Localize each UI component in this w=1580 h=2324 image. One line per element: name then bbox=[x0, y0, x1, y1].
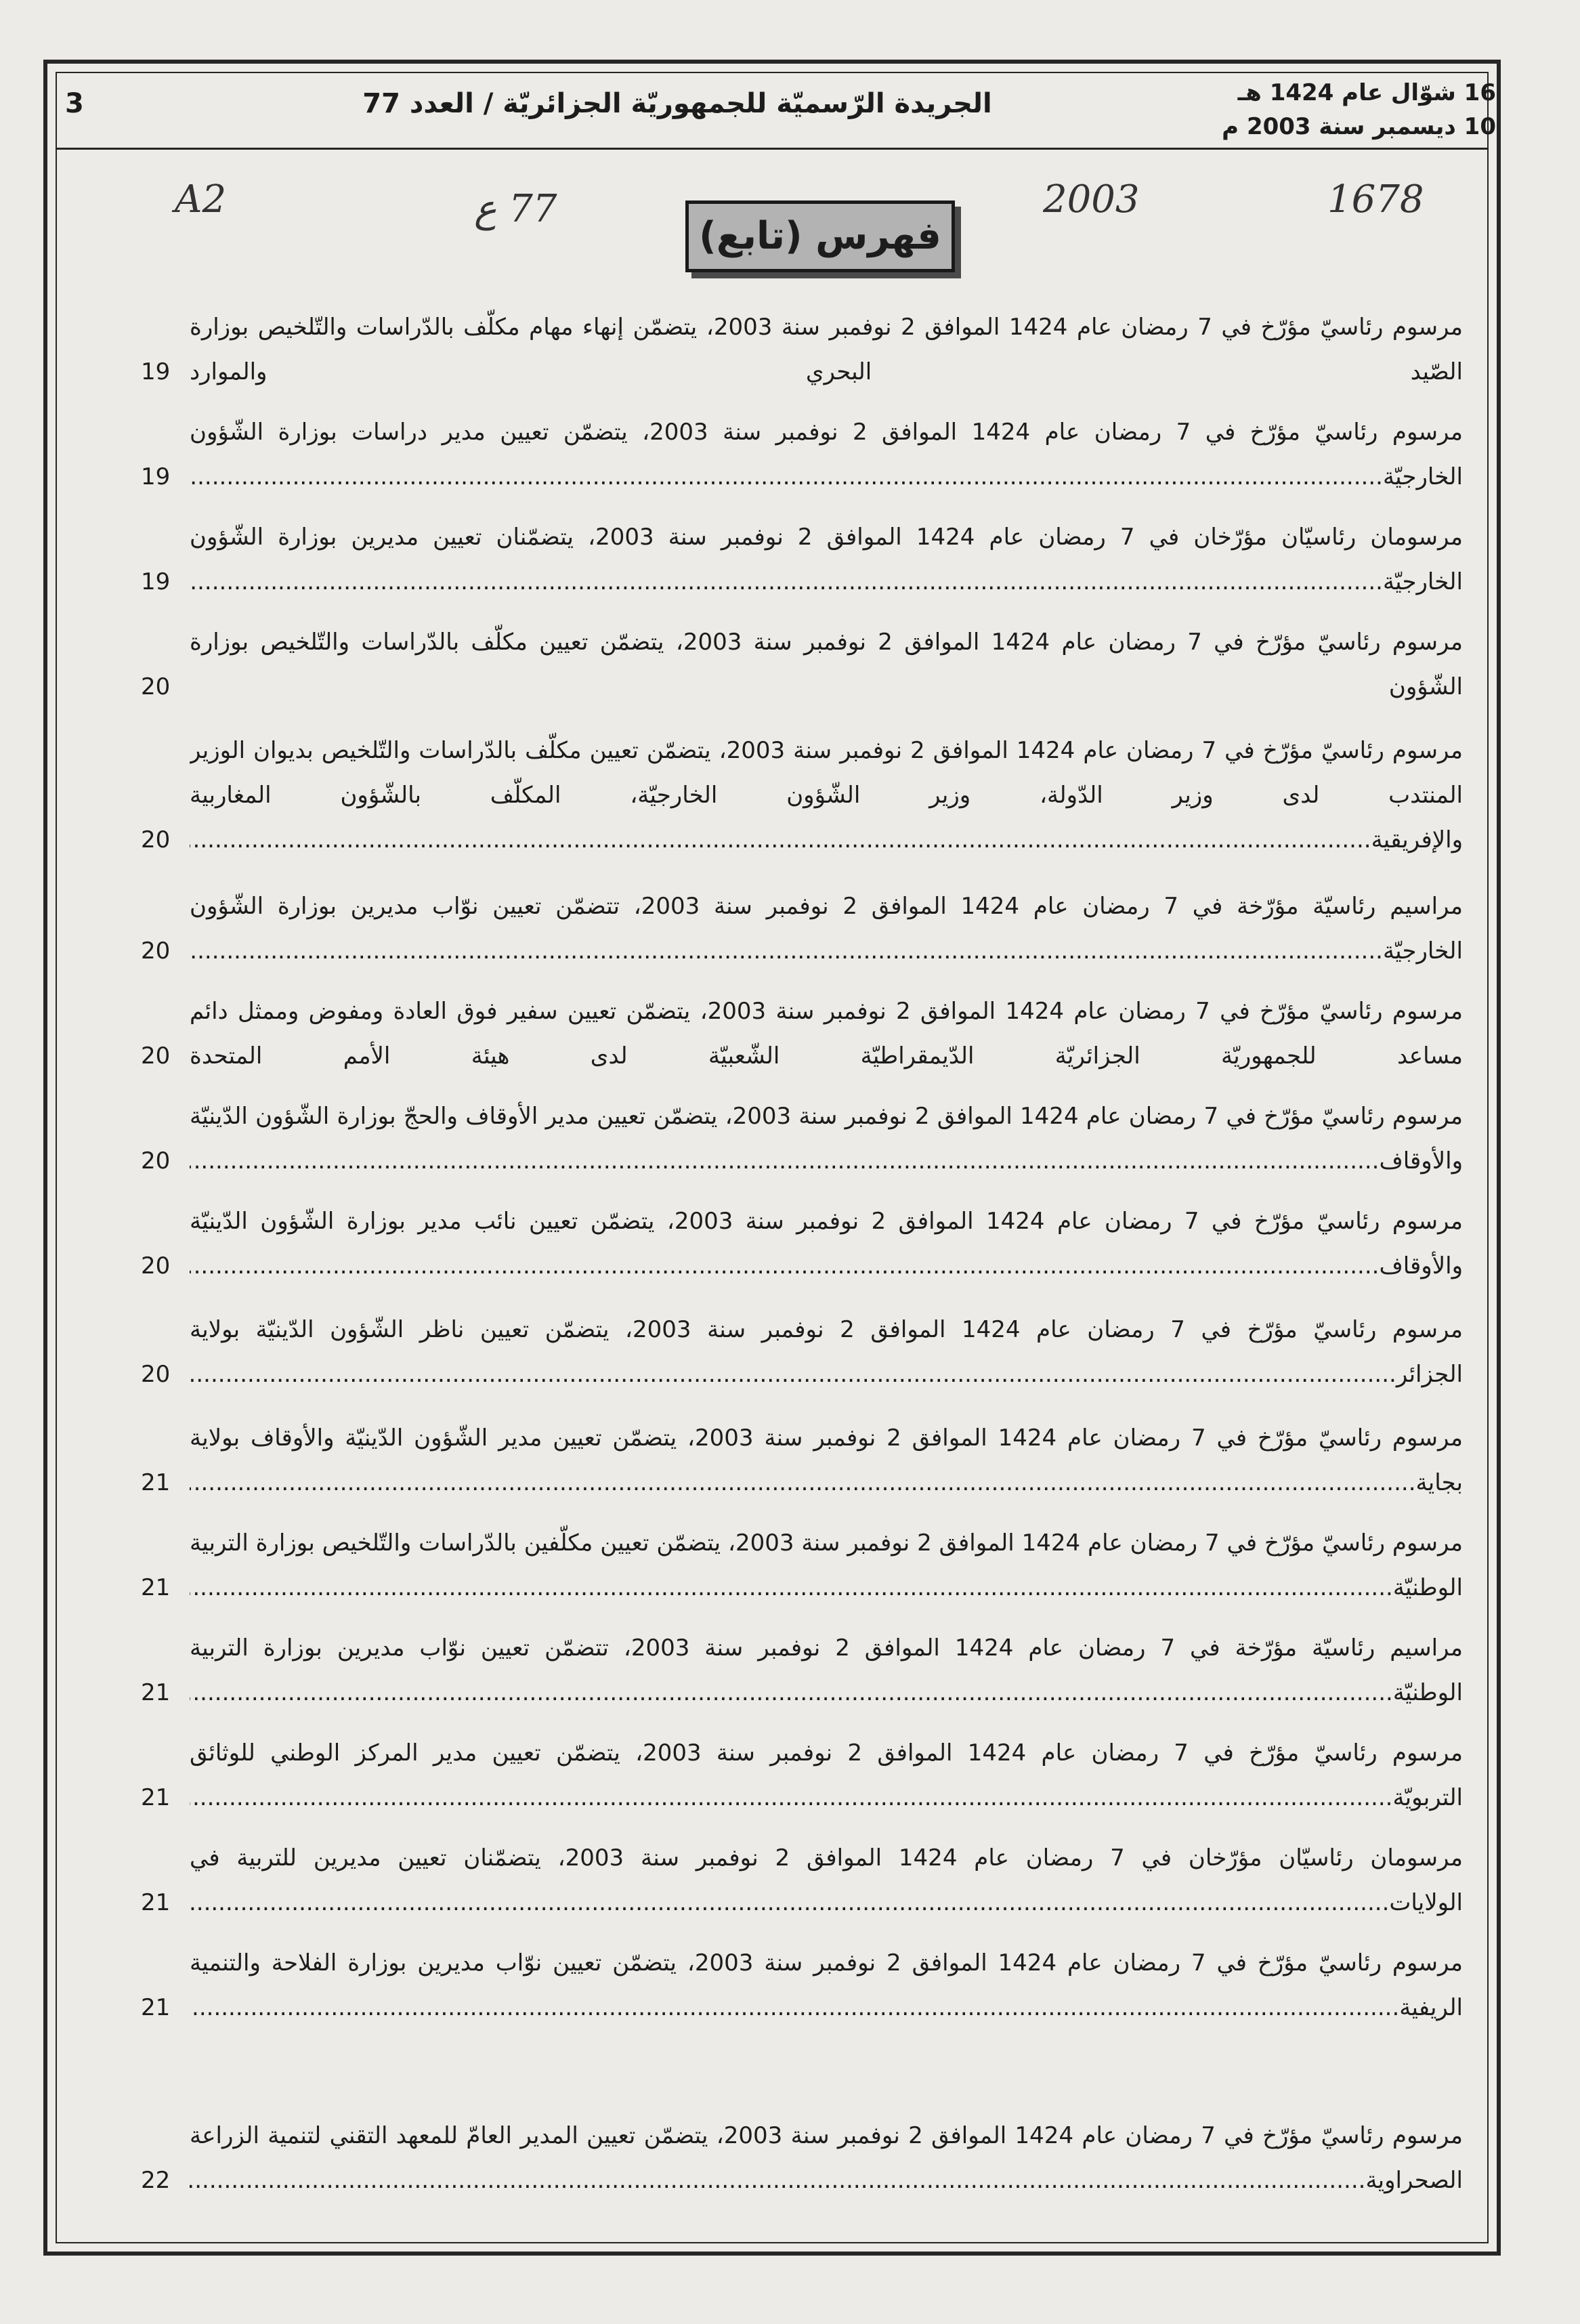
entry-page-number: 19 bbox=[141, 350, 174, 394]
handwritten-note-issue: 77 ع bbox=[474, 187, 557, 231]
entry-text-wrap bbox=[190, 620, 1463, 709]
index-entry[interactable] bbox=[108, 1521, 1463, 1610]
index-entry[interactable] bbox=[108, 620, 1463, 709]
index-entry[interactable] bbox=[108, 1731, 1463, 1820]
index-title: فهرس (تابع) bbox=[685, 200, 955, 272]
entry-title: مرسوم رئاسيّ مؤرّخ في 7 رمضان عام 1424 الموافق 2 نوفمبر سنة 2003، يتضمّن تعيين المدير العامّ للمعهد التقني لتنمية الزراعة الصحراوية ..... bbox=[190, 2113, 1463, 2203]
index-entry[interactable] bbox=[108, 1307, 1463, 1397]
index-entry[interactable] bbox=[108, 2113, 1463, 2203]
index-entry[interactable] bbox=[108, 1416, 1463, 1505]
entry-text-wrap bbox=[190, 1836, 1463, 1925]
entry-text-wrap bbox=[190, 1626, 1463, 1715]
entry-title: مرسوم رئاسيّ مؤرّخ في 7 رمضان عام 1424 الموافق 2 نوفمبر سنة 2003، يتضمّن تعيين مكلّف بالدّراسات والتّلخيص بوزارة الشّؤون ..... bbox=[190, 620, 1463, 709]
entry-page-number: 20 bbox=[141, 818, 174, 862]
index-entry[interactable] bbox=[108, 410, 1463, 499]
header-rule bbox=[56, 148, 1489, 150]
entry-title: مرسوم رئاسيّ مؤرّخ في 7 رمضان عام 1424 الموافق 2 نوفمبر سنة 2003، يتضمّن تعيين نائب مدير بوزارة الشّؤون الدّينيّة والأوقاف ..... bbox=[190, 1199, 1463, 1288]
gazette-title: الجريدة الرّسميّة للجمهوريّة الجزائريّة / العدد 77 bbox=[362, 88, 992, 119]
entry-title: مرسومان رئاسيّان مؤرّخان في 7 رمضان عام 1424 الموافق 2 نوفمبر سنة 2003، يتضمّنان تعيين مديرين للتربية في الولايات ..... bbox=[190, 1836, 1463, 1925]
page-number: 3 bbox=[65, 88, 84, 119]
entry-title: مرسوم رئاسيّ مؤرّخ في 7 رمضان عام 1424 الموافق 2 نوفمبر سنة 2003، يتضمّن تعيين مكلّف بالدّراسات والتّلخيص بديوان الوزير المنتدب لدى وزير الدّولة، وزير الشّؤون الخارجيّة، المكلّف بالشّؤون المغاربية والإفريقية ..... bbox=[190, 728, 1463, 862]
index-entry[interactable] bbox=[108, 1836, 1463, 1925]
index-entry[interactable] bbox=[108, 305, 1463, 394]
index-entry[interactable] bbox=[108, 989, 1463, 1078]
entry-title: مراسيم رئاسيّة مؤرّخة في 7 رمضان عام 1424 الموافق 2 نوفمبر سنة 2003، تتضمّن تعيين نوّاب مديرين بوزارة التربية الوطنيّة ..... bbox=[190, 1626, 1463, 1715]
entry-text-wrap bbox=[190, 884, 1463, 973]
entry-title: مرسوم رئاسيّ مؤرّخ في 7 رمضان عام 1424 الموافق 2 نوفمبر سنة 2003، يتضمّن تعيين مدير الشّؤون الدّينيّة والأوقاف بولاية بجاية ..... bbox=[190, 1416, 1463, 1505]
entry-page-number: 21 bbox=[141, 1670, 174, 1715]
entry-title: مرسوم رئاسيّ مؤرّخ في 7 رمضان عام 1424 الموافق 2 نوفمبر سنة 2003، يتضمّن تعيين نوّاب مديرين بوزارة الفلاحة والتنمية الريفية ..... bbox=[190, 1941, 1463, 2030]
hijri-date: 16 شوّال عام 1424 هـ bbox=[1237, 79, 1496, 106]
entry-title: مرسوم رئاسيّ مؤرّخ في 7 رمضان عام 1424 الموافق 2 نوفمبر سنة 2003، يتضمّن تعيين مدير دراسات بوزارة الشّؤون الخارجيّة ..... bbox=[190, 410, 1463, 499]
entry-text-wrap bbox=[190, 728, 1463, 862]
gregorian-date: 10 ديسمبر سنة 2003 م bbox=[1222, 113, 1496, 140]
index-entry[interactable] bbox=[108, 1199, 1463, 1288]
index-entry[interactable] bbox=[108, 728, 1463, 862]
index-entry[interactable] bbox=[108, 1626, 1463, 1715]
entry-text-wrap bbox=[190, 989, 1463, 1078]
entry-title: مرسوم رئاسيّ مؤرّخ في 7 رمضان عام 1424 الموافق 2 نوفمبر سنة 2003، يتضمّن تعيين سفير فوق العادة ومفوض وممثل دائم مساعد للجمهوريّة الجزائريّة الدّيمقراطيّة الشّعبيّة لدى هيئة الأمم المتحدة ..... bbox=[190, 989, 1463, 1078]
issue-date bbox=[1222, 76, 1496, 144]
entry-text-wrap bbox=[190, 1416, 1463, 1505]
entry-page-number: 21 bbox=[141, 1880, 174, 1925]
entry-title: مرسوم رئاسيّ مؤرّخ في 7 رمضان عام 1424 الموافق 2 نوفمبر سنة 2003، يتضمّن إنهاء مهام مكلّف بالدّراسات والتّلخيص بوزارة الصّيد البحري والموارد ..... bbox=[190, 305, 1463, 394]
entry-text-wrap bbox=[190, 1199, 1463, 1288]
entry-text-wrap bbox=[190, 515, 1463, 604]
handwritten-note-number: 1678 bbox=[1327, 177, 1424, 221]
handwritten-note-year: 2003 bbox=[1043, 177, 1140, 221]
entry-title: مرسوم رئاسيّ مؤرّخ في 7 رمضان عام 1424 الموافق 2 نوفمبر سنة 2003، يتضمّن تعيين ناظر الشّؤون الدّينيّة بولاية الجزائر ..... bbox=[190, 1307, 1463, 1397]
entry-text-wrap bbox=[190, 1521, 1463, 1610]
index-entry[interactable] bbox=[108, 884, 1463, 973]
entry-page-number: 19 bbox=[141, 559, 174, 604]
index-entry[interactable] bbox=[108, 1941, 1463, 2030]
entry-page-number: 20 bbox=[141, 929, 174, 973]
entry-page-number: 21 bbox=[141, 1460, 174, 1505]
entry-page-number: 21 bbox=[141, 1775, 174, 1820]
index-entry[interactable] bbox=[108, 1094, 1463, 1183]
entry-text-wrap bbox=[190, 1731, 1463, 1820]
entry-title: مرسوم رئاسيّ مؤرّخ في 7 رمضان عام 1424 الموافق 2 نوفمبر سنة 2003، يتضمّن تعيين مدير المركز الوطني للوثائق التربويّة ..... bbox=[190, 1731, 1463, 1820]
entry-title: مرسومان رئاسيّان مؤرّخان في 7 رمضان عام 1424 الموافق 2 نوفمبر سنة 2003، يتضمّنان تعيين مديرين بوزارة الشّؤون الخارجيّة ..... bbox=[190, 515, 1463, 604]
entry-page-number: 22 bbox=[141, 2158, 174, 2203]
entry-page-number: 21 bbox=[141, 1985, 174, 2030]
entry-text-wrap bbox=[190, 305, 1463, 394]
entry-text-wrap bbox=[190, 410, 1463, 499]
entry-title: مرسوم رئاسيّ مؤرّخ في 7 رمضان عام 1424 الموافق 2 نوفمبر سنة 2003، يتضمّن تعيين مكلّفين بالدّراسات والتّلخيص بوزارة التربية الوطنيّة ..... bbox=[190, 1521, 1463, 1610]
entry-text-wrap bbox=[190, 2113, 1463, 2203]
entry-title: مرسوم رئاسيّ مؤرّخ في 7 رمضان عام 1424 الموافق 2 نوفمبر سنة 2003، يتضمّن تعيين مدير الأوقاف والحجّ بوزارة الشّؤون الدّينيّة والأوقاف ..... bbox=[190, 1094, 1463, 1183]
entry-page-number: 20 bbox=[141, 1139, 174, 1183]
entry-text-wrap bbox=[190, 1941, 1463, 2030]
entry-page-number: 20 bbox=[141, 664, 174, 709]
index-entry[interactable] bbox=[108, 515, 1463, 604]
entry-page-number: 21 bbox=[141, 1565, 174, 1610]
entry-page-number: 20 bbox=[141, 1034, 174, 1078]
entry-page-number: 20 bbox=[141, 1352, 174, 1397]
entry-page-number: 19 bbox=[141, 455, 174, 499]
entry-page-number: 20 bbox=[141, 1244, 174, 1288]
entry-text-wrap bbox=[190, 1307, 1463, 1397]
entry-title: مراسيم رئاسيّة مؤرّخة في 7 رمضان عام 1424 الموافق 2 نوفمبر سنة 2003، تتضمّن تعيين نوّاب مديرين بوزارة الشّؤون الخارجيّة ..... bbox=[190, 884, 1463, 973]
entry-text-wrap bbox=[190, 1094, 1463, 1183]
handwritten-note-left: A2 bbox=[175, 177, 227, 221]
